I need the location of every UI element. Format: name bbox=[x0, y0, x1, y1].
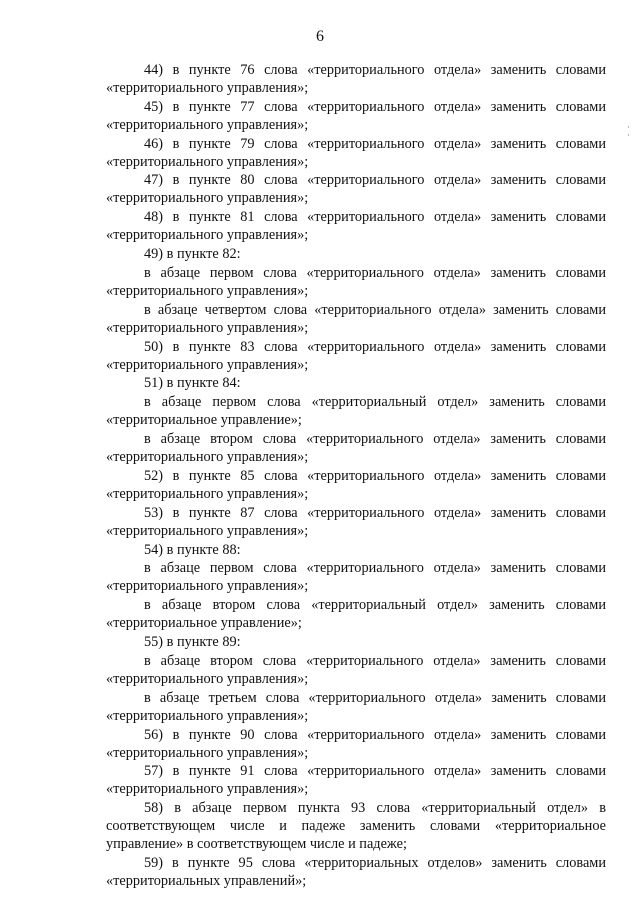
paragraph-54-subitem-2: в абзаце втором слова «территориальный отдел» заменить словами «территориальное управление»; bbox=[106, 597, 606, 632]
paragraph-52: 52) в пункте 85 слова «территориального отдела» заменить словами «территориального управления»; bbox=[106, 467, 606, 502]
page-number: 6 bbox=[316, 28, 324, 45]
paragraph-51-subitem-1: в абзаце первом слова «территориальный отдел» заменить словами «территориальное управление»; bbox=[106, 394, 606, 429]
paragraph-54-subitem-1: в абзаце первом слова «территориального отдела» заменить словами «территориального управления»; bbox=[106, 560, 606, 595]
paragraph-49: 49) в пункте 82: bbox=[144, 246, 241, 263]
paragraph-49-subitem-2: в абзаце четвертом слова «территориального отдела» заменить словами «территориального управления»; bbox=[106, 301, 606, 336]
paragraph-48: 48) в пункте 81 слова «территориального отдела» заменить словами «территориального управления»; bbox=[106, 209, 606, 244]
paragraph-50: 50) в пункте 83 слова «территориального отдела» заменить словами «территориального управления»; bbox=[106, 338, 606, 373]
paragraph-59: 59) в пункте 95 слова «территориальных отделов» заменить словами «территориальных управлений»; bbox=[106, 854, 606, 889]
paragraph-55: 55) в пункте 89: bbox=[144, 634, 241, 651]
paragraph-56: 56) в пункте 90 слова «территориального отдела» заменить словами «территориального управления»; bbox=[106, 726, 606, 761]
paragraph-55-subitem-1: в абзаце втором слова «территориального отдела» заменить словами «территориального управления»; bbox=[106, 653, 606, 687]
paragraph-44: 44) в пункте 76 слова «территориального отдела» заменить словами «территориального управления»; bbox=[106, 62, 606, 96]
paragraph-57: 57) в пункте 91 слова «территориального отдела» заменить словами «территориального управления»; bbox=[106, 763, 606, 798]
paragraph-46: 46) в пункте 79 слова «территориального отдела» заменить словами «территориального управления»; bbox=[106, 135, 606, 170]
scan-mark bbox=[628, 134, 629, 136]
document-body bbox=[106, 62, 606, 892]
paragraph-54: 54) в пункте 88: bbox=[144, 541, 241, 558]
paragraph-47: 47) в пункте 80 слова «территориального отдела» заменить словами «территориального управления»; bbox=[106, 172, 606, 207]
paragraph-55-subitem-2: в абзаце третьем слова «территориального отдела» заменить словами «территориального управления»; bbox=[106, 689, 606, 724]
scan-mark bbox=[628, 126, 629, 128]
paragraph-58: 58) в абзаце первом пункта 93 слова «территориальный отдел» в соответствующем числе и падеже заменить словами «территориальное управление» в соответствующем числе и падеже; bbox=[106, 800, 606, 853]
paragraph-51: 51) в пункте 84: bbox=[144, 375, 241, 392]
paragraph-51-subitem-2: в абзаце втором слова «территориального отдела» заменить словами «территориального управления»; bbox=[106, 431, 606, 466]
paragraph-45: 45) в пункте 77 слова «территориального отдела» заменить словами «территориального управления»; bbox=[106, 98, 606, 133]
paragraph-49-subitem-1: в абзаце первом слова «территориального отдела» заменить словами «территориального управления»; bbox=[106, 264, 606, 299]
paragraph-53: 53) в пункте 87 слова «территориального отдела» заменить словами «территориального управления»; bbox=[106, 504, 606, 539]
